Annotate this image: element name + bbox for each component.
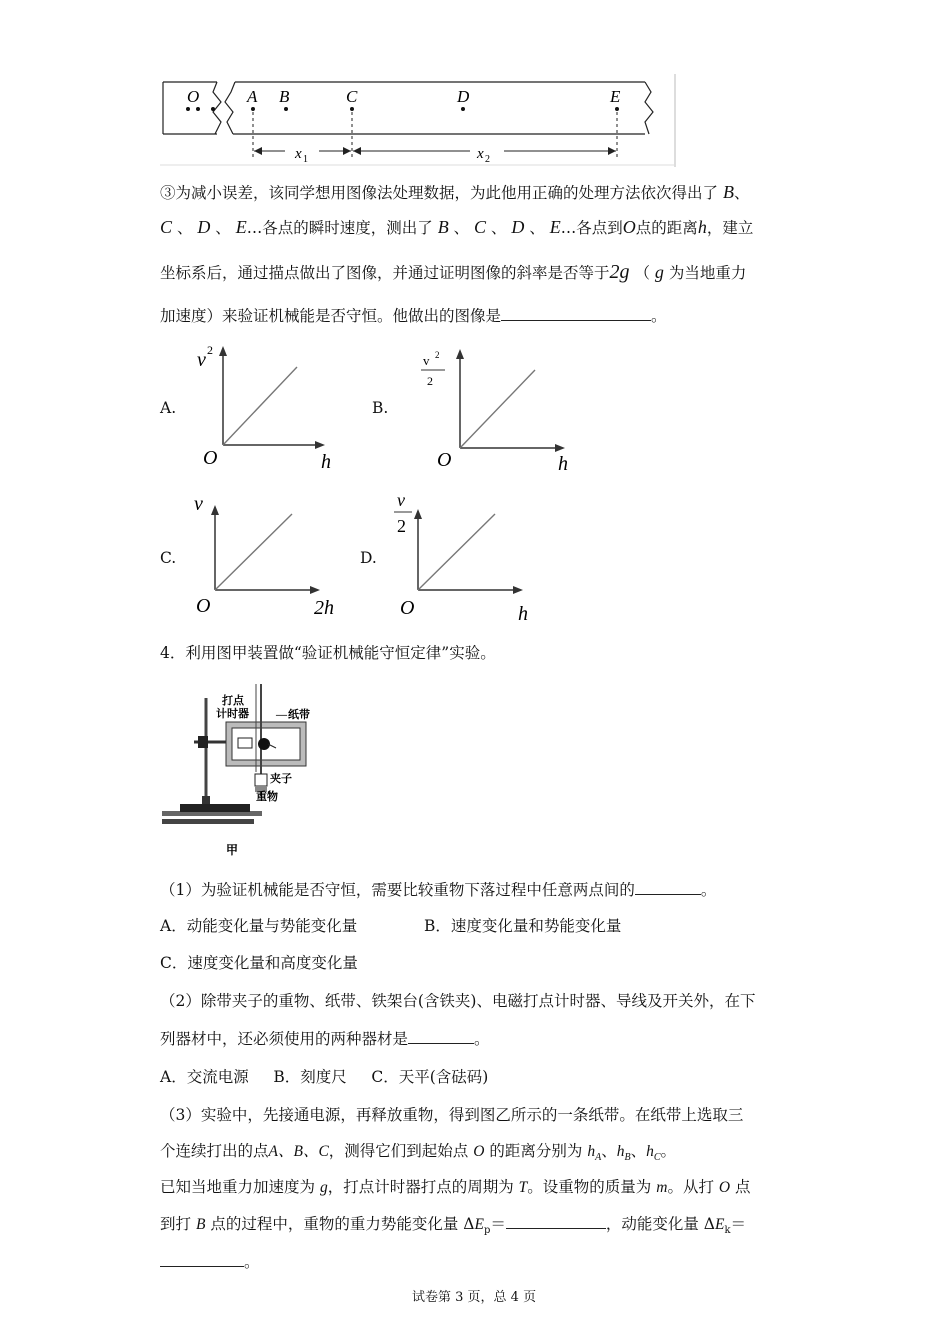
graph-B [415, 340, 580, 475]
svg-text:O: O [196, 595, 211, 617]
svg-text:O: O [203, 447, 218, 469]
svg-text:h: h [558, 453, 568, 475]
q4-part3-line1: （3）实验中，先接通电源，再释放重物，得到图乙所示的一条纸带。在纸带上选取三 [160, 1106, 744, 1124]
q3-line1: ③为减小误差，该同学想用图像法处理数据，为此他用正确的处理方法依次得出了 B、 [160, 182, 750, 202]
svg-text:2: 2 [397, 516, 406, 536]
graph-C [190, 490, 355, 625]
option-B-label: B. [372, 399, 389, 417]
q4-part1: （1）为验证机械能是否守恒，需要比较重物下落过程中任意两点间的 。 [160, 881, 717, 899]
q3-point-B: B [722, 182, 734, 202]
svg-text:x: x [477, 146, 484, 162]
tape-label-E: E [610, 87, 621, 106]
svg-text:O: O [400, 597, 415, 619]
paper-tape-figure [155, 72, 680, 172]
svg-text:2: 2 [435, 350, 440, 360]
svg-text:甲: 甲 [226, 843, 239, 857]
svg-text:2: 2 [485, 154, 490, 165]
svg-text:2: 2 [427, 374, 433, 388]
svg-text:计时器: 计时器 [216, 708, 249, 720]
svg-text:v: v [423, 353, 430, 368]
q4-part3-line2: 个连续打出的点A、B、C，测得它们到起始点 O 的距离分别为 $h_A$、$h_B$、$h_C$。 [160, 1142, 677, 1164]
svg-text:纸带: 纸带 [288, 709, 310, 721]
svg-text:x: x [295, 146, 302, 162]
tape-label-D: D [457, 87, 470, 106]
q4-part2-line2: 列器材中，还必须使用的两种器材是 。 [160, 1030, 490, 1048]
answer-blank-delta-Ep[interactable] [506, 1214, 606, 1229]
answer-blank-p1[interactable] [635, 880, 701, 895]
tape-label-B: B [279, 87, 290, 106]
svg-text:1: 1 [303, 154, 308, 165]
tape-label-A: A [247, 87, 258, 106]
q3-line3: 坐标系后，通过描点做出了图像，并通过证明图像的斜率是否等于2g （ g 为当地重力 [160, 261, 747, 283]
q4-part1-option-B: B．速度变化量和势能变化量 [424, 917, 622, 935]
svg-text:打点: 打点 [222, 695, 244, 707]
graph-D [390, 490, 550, 625]
svg-text:夹子: 夹子 [270, 773, 292, 785]
svg-text:h: h [321, 451, 331, 473]
svg-text:O: O [437, 449, 452, 471]
q4-part2-options: A．交流电源 B．刻度尺 C．天平(含砝码) [160, 1068, 489, 1086]
svg-text:v: v [197, 349, 206, 371]
tape-label-O: O [187, 87, 200, 106]
q4-part3-line4: 到打 B 点的过程中，重物的重力势能变化量 $\Delta E_p=$ ，动能变化量 $\Delta E_k=$ [160, 1215, 747, 1237]
apparatus-figure [158, 676, 318, 861]
option-A-label: A. [160, 399, 177, 417]
graph-A [195, 340, 345, 475]
q4-part3-line5: 。 [160, 1252, 260, 1272]
q4-title: 4．利用图甲装置做“验证机械能守恒定律”实验。 [160, 644, 496, 662]
q4-part1-option-C: C．速度变化量和高度变化量 [160, 954, 358, 972]
svg-text:重物: 重物 [256, 791, 278, 803]
answer-blank-graph[interactable] [501, 306, 651, 321]
svg-text:2: 2 [207, 343, 213, 357]
svg-text:v: v [194, 493, 203, 515]
page-footer: 试卷第 3 页，总 4 页 [412, 1290, 537, 1305]
answer-blank-p2[interactable] [408, 1029, 474, 1044]
q4-part3-line3: 已知当地重力加速度为 g，打点计时器打点的周期为 T。设重物的质量为 m。从打 O 点 [160, 1178, 751, 1196]
svg-text:2h: 2h [314, 597, 334, 619]
q4-part2-line1: （2）除带夹子的重物、纸带、铁架台(含铁夹)、电磁打点计时器、导线及开关外，在下 [160, 992, 756, 1010]
svg-text:v: v [397, 490, 405, 510]
q3-line4: 加速度）来验证机械能是否守恒。他做出的图像是 。 [160, 307, 667, 325]
tape-label-C: C [346, 87, 358, 106]
svg-text:h: h [518, 603, 528, 625]
q3-line2: C 、 D 、 E…各点的瞬时速度，测出了 B 、 C 、 D 、 E…各点到O点的距离h，建立 [160, 217, 754, 237]
option-C-label: C. [160, 549, 177, 567]
option-D-label: D. [360, 549, 377, 567]
answer-blank-delta-Ek[interactable] [160, 1252, 244, 1267]
svg-text:—: — [276, 709, 287, 721]
q4-part1-option-A: A．动能变化量与势能变化量 [160, 917, 358, 935]
